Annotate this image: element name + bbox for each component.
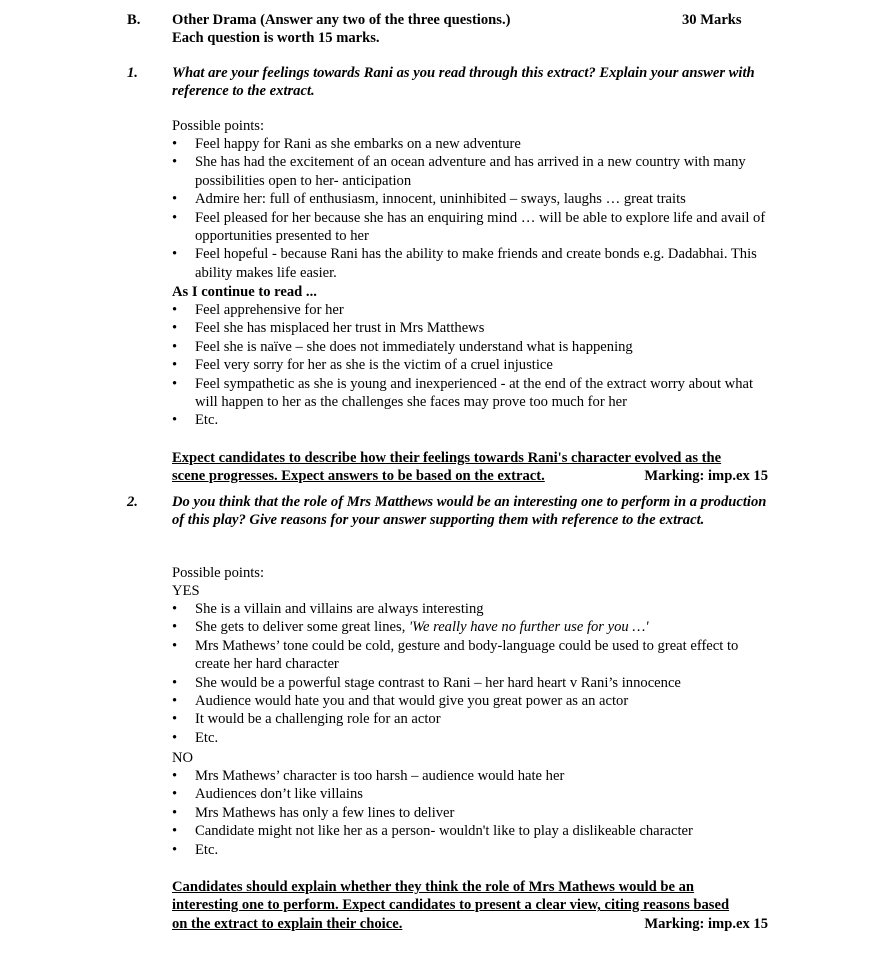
bullet-icon: •: [172, 412, 178, 429]
list-item: • Etc.: [172, 412, 219, 429]
quote-text: 'We really have no further use for you …': [409, 619, 649, 636]
question-2-conclusion-line-3: on the extract to explain their choice.: [172, 915, 403, 932]
list-item: • Feel she is naïve – she does not immediately understand what is happening: [172, 338, 633, 355]
section-subtitle: Each question is worth 15 marks.: [172, 30, 380, 46]
list-item: • Admire her: full of enthusiasm, innocent, uninhibited – sways, laughs … great traits: [172, 191, 686, 208]
bullet-icon: •: [172, 693, 178, 710]
question-1-expectation-line-2: scene progresses. Expect answers to be based on the extract.: [172, 468, 545, 485]
list-item: • Etc.: [172, 729, 219, 746]
list-item: • Feel she has misplaced her trust in Mrs Matthews: [172, 320, 485, 337]
bullet-icon: •: [172, 601, 178, 617]
list-item: • Feel very sorry for her as she is the victim of a cruel injustice: [172, 357, 553, 374]
list-item: • Feel pleased for her because she has an enquiring mind … will be able to explore life and avail of opportunities presented to her: [172, 209, 766, 245]
bullet-icon: •: [172, 154, 178, 171]
list-item: • Mrs Mathews’ tone could be cold, gesture and body-language could be used to great effect to create her hard character: [172, 637, 739, 673]
question-1-number: 1.: [127, 65, 138, 81]
bullet-icon: •: [172, 841, 178, 858]
question-2-no-label: NO: [172, 750, 194, 766]
bullet-icon: •: [172, 375, 178, 392]
list-item: • Audiences don’t like villains: [172, 786, 363, 803]
section-title: Other Drama (Answer any two of the three questions.): [172, 12, 511, 28]
question-1-possible-points-label: Possible points:: [172, 118, 265, 134]
question-1-expectation-line-1: Expect candidates to describe how their feelings towards Rani's character evolved as the: [172, 450, 722, 466]
list-item: • Mrs Mathews’ character is too harsh – audience would hate her: [172, 768, 565, 784]
bullet-icon: •: [172, 768, 178, 784]
bullet-icon: •: [172, 209, 178, 226]
question-1-continue-label: As I continue to read ...: [172, 284, 317, 300]
question-2-no-bullets: [172, 767, 772, 859]
bullet-icon: •: [172, 136, 178, 152]
list-item: • Etc.: [172, 841, 219, 858]
list-item: • Feel sympathetic as she is young and inexperienced - at the end of the extract worry about what will happen to her as the challenges she faces may prove too much for her: [172, 375, 754, 411]
list-item: • She would be a powerful stage contrast to Rani – her hard heart v Rani’s innocence: [172, 674, 681, 691]
list-item: • Candidate might not like her as a person- wouldn't like to play a dislikeable character: [172, 823, 693, 840]
question-2-conclusion: [172, 878, 772, 933]
question-1-text: What are your feelings towards Rani as you read through this extract? Explain your answer with reference to the extract.: [172, 65, 755, 100]
bullet-icon: •: [172, 804, 178, 821]
bullet-icon: •: [172, 320, 178, 337]
question-2-marking: Marking: imp.ex 15: [644, 915, 768, 932]
list-item: • It would be a challenging role for an actor: [172, 711, 441, 728]
list-item: • Feel apprehensive for her: [172, 302, 344, 318]
bullet-icon: •: [172, 619, 178, 636]
question-1-bullets-a: [172, 135, 772, 282]
bullet-icon: •: [172, 674, 178, 691]
bullet-icon: •: [172, 786, 178, 803]
section-total-marks: 30 Marks: [682, 12, 742, 28]
question-2-yes-label: YES: [172, 583, 200, 599]
bullet-icon: •: [172, 729, 178, 746]
bullet-icon: •: [172, 823, 178, 840]
list-item: • She gets to deliver some great lines, 'We really have no further use for you …': [172, 619, 649, 636]
list-item: • Mrs Mathews has only a few lines to deliver: [172, 804, 455, 821]
question-2-conclusion-line-1: Candidates should explain whether they think the role of Mrs Mathews would be an: [172, 879, 695, 895]
question-2-conclusion-line-2: interesting one to perform. Expect candidates to present a clear view, citing reasons based: [172, 897, 730, 914]
list-item: • Feel hopeful - because Rani has the ability to make friends and create bonds e.g. Dadabhai. This ability makes life easier.: [172, 246, 757, 281]
bullet-icon: •: [172, 191, 178, 208]
question-1-expectation: [172, 449, 772, 486]
list-item: • Audience would hate you and that would give you great power as an actor: [172, 693, 629, 710]
question-1-bullets-b: [172, 301, 772, 430]
bullet-icon: •: [172, 338, 178, 355]
question-2-possible-points-label: Possible points:: [172, 565, 265, 581]
bullet-icon: •: [172, 246, 178, 263]
question-1-marking: Marking: imp.ex 15: [644, 468, 768, 485]
list-item: • She is a villain and villains are always interesting: [172, 601, 484, 617]
bullet-icon: •: [172, 302, 178, 318]
list-item: • She has had the excitement of an ocean adventure and has arrived in a new country with many possibilities open to her- anticipation: [172, 154, 746, 189]
bullet-icon: •: [172, 711, 178, 728]
question-2-number: 2.: [127, 494, 138, 510]
bullet-icon: •: [172, 357, 178, 374]
bullet-icon: •: [172, 637, 178, 654]
section-letter: B.: [127, 12, 141, 28]
question-2-text: Do you think that the role of Mrs Matthews would be an interesting one to perform in a production of this play? Give reasons for your answer supporting them with reference to the extract.: [172, 494, 767, 529]
question-2-yes-bullets: [172, 600, 772, 747]
list-item: • Feel happy for Rani as she embarks on a new adventure: [172, 136, 521, 152]
